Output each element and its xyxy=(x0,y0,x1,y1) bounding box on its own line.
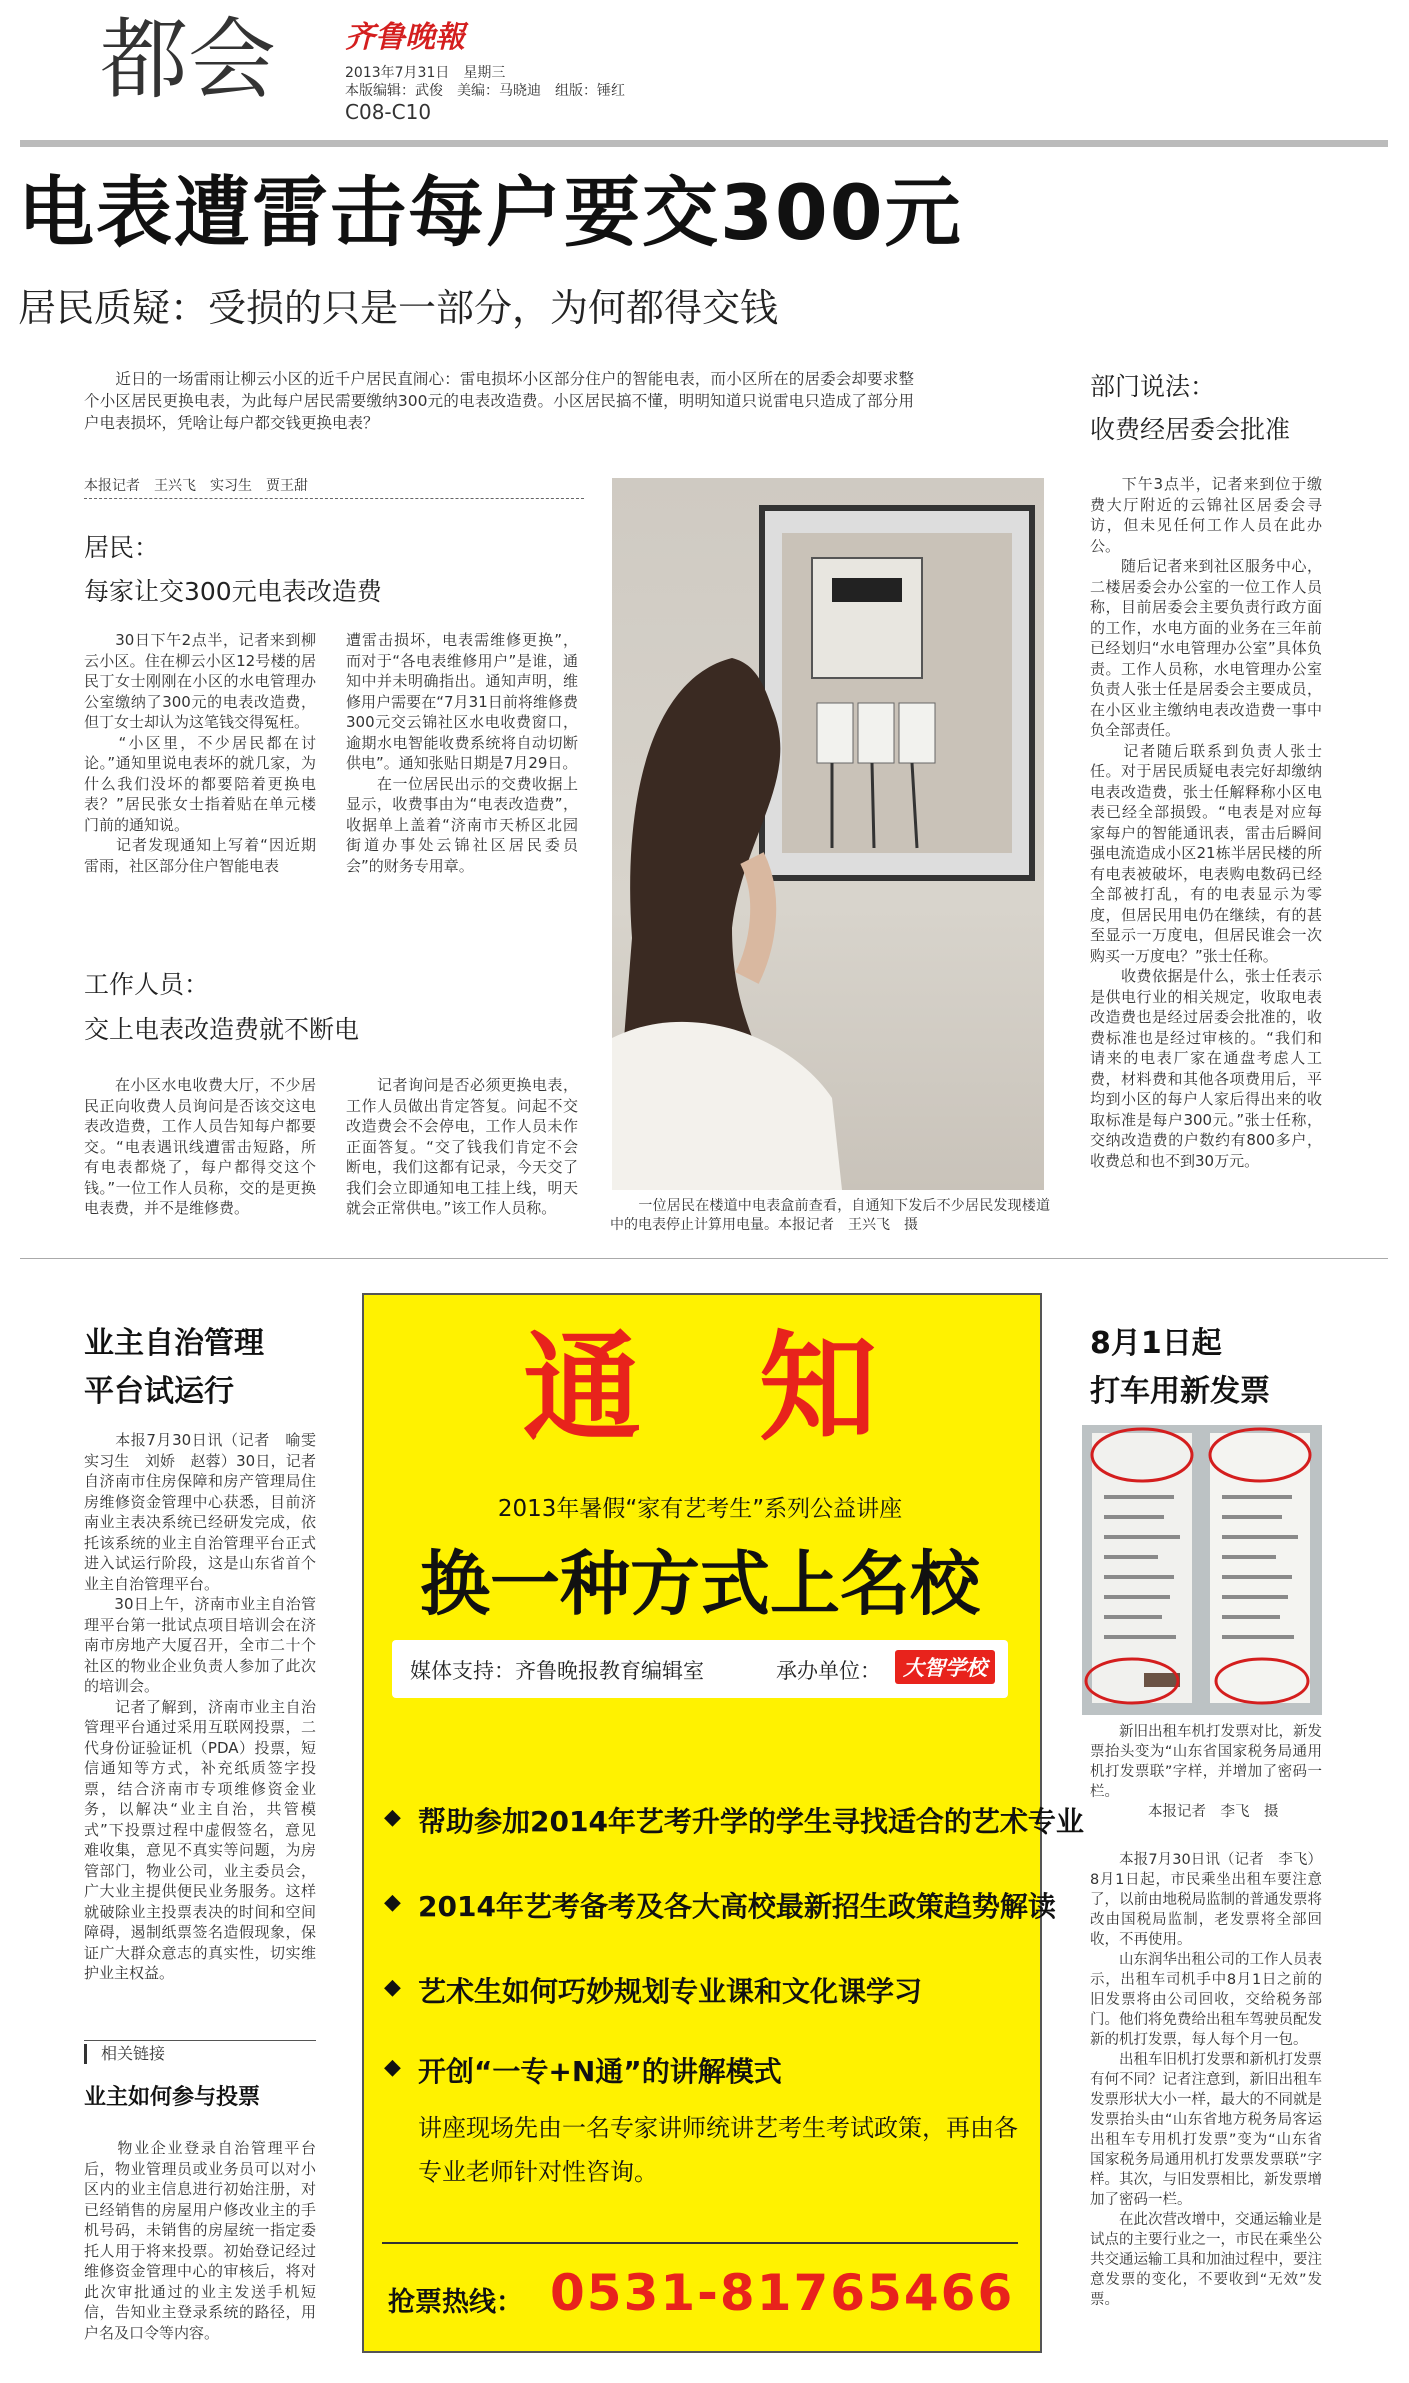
sec1-col2: 遭雷击损坏，电表需维修更换”，而对于“各电表维修用户”是谁，通知中并未明确指出。通知声明，维修用户需要在“7月31日前将维修费300元交云锦社区水电收费窗口，逾期水电智能收费系统将自动切断供电”。通知张贴日期是7月29日。 在一位居民出示的交费收据上显示，收费事由为“电表改造费”，收据单上盖着“济南市天桥区北园街道办事处云锦社区居民委员会”的财务专用章。 xyxy=(346,631,578,875)
taxi-text: 本报7月30日讯（记者 李飞）8月1日起，市民乘坐出租车要注意了，以前由地税局监制的普通发票将改由国税局监制，老发票将全部回收，不再使用。 山东润华出租公司的工作人员表示，出租车司机手中8月1日之前的旧发票将由公司回收，交给税务部门。他们将免费给出租车驾驶员配发新的机打发票，每人每个月一包。 出租车旧机打发票和新机打发票有何不同？记者注意到，新旧出租车发票形状大小一样，最大的不同就是发票抬头由“山东省地方税务局客运出租车专用机打发票”变为“山东省国家税务局通用机打发票发票联”字样。其次，与旧发票相比，新发票增加了密码一栏。 在此次营改增中，交通运输业是试点的主要行业之一，市民在乘坐公共交通运输工具和加油过程中，要注意发票的变化，不要收到“无效”发票。 xyxy=(1090,1852,1322,2308)
ad-hotline-label: 抢票热线： xyxy=(388,2287,523,2318)
ad-item-4: 开创“一专+N通”的讲解模式 xyxy=(418,2055,782,2088)
staff-line: 本版编辑：武俊 美编：马晓迪 组版：锤红 xyxy=(345,83,625,99)
lead-intro: 近日的一场雷雨让柳云小区的近千户居民直闹心：雷电损坏小区部分住户的智能电表，而小区所在的居委会却要求整个小区居民更换电表，为此每户居民需要缴纳300元的电表改造费。小区居民搞不懂，明明知道只说雷电只造成了部分用户电表损坏，凭啥让每户都交钱更换电表？ xyxy=(84,370,914,432)
ad-item-bullet-2: ◆ xyxy=(384,1890,401,1915)
taxi-caption: 新旧出租车机打发票对比，新发票抬头变为“山东省国家税务局通用机打发票联”字样，并增加了密码一栏。 本报记者 李飞 摄 xyxy=(1090,1724,1322,1820)
dept-text: 下午3点半，记者来到位于缴费大厅附近的云锦社区居委会寻访，但未见任何工作人员在此办公。 随后记者来到社区服务中心，二楼居委会办公室的一位工作人员称，目前居委会主要负责行政方面的工作，水电方面的业务在三年前已经划归“水电管理办公室”具体负责。工作人员称，水电管理办公室负责人张士任是居委会主要成员，在小区业主缴纳电表改造费一事中负全部责任。 记者随后联系到负责人张士任。对于居民质疑电表完好却缴纳电表改造费，张士任解释称小区电表已经全部损毁。“电表是对应每家每户的智能通讯表，雷击后瞬间强电流造成小区21栋半居民楼的所有电表被破坏，电表购电数码已经全部被打乱，有的电表显示为零度，但居民用电仍在继续，有的甚至显示一万度电，但居民谁会一次购买一万度电？”张士任称。 收费依据是什么，张士任表示是供电行业的相关规定，收取电表改造费也是经过居委会批准的，收费标准也是经过审核的。“我们和请来的电表厂家在通盘考虑人工费，材料费和其他各项费用后，平均到小区的每户人家后得出来的收取标准是每户300元。”张士任称，交纳改造费的户数约有800多户，收费总和也不到30万元。 xyxy=(1090,475,1322,1170)
ad-item-1: 帮助参加2014年艺考升学的学生寻找适合的艺术专业 xyxy=(418,1805,1084,1838)
ad-slogan: 换一种方式上名校 xyxy=(420,1542,980,1625)
sec2-col2: 记者询问是否必须更换电表，工作人员做出肯定答复。问起不交改造费会不会停电，工作人员未作正面答复。“交了钱我们肯定不会断电，我们这都有记录，今天交了我们会立即通知电工挂上线，明天就会正常供电。”该工作人员称。 xyxy=(346,1076,578,1217)
taxi-title-1: 8月1日起 xyxy=(1090,1326,1222,1361)
byline-rule xyxy=(84,498,584,500)
ad-item-2: 2014年艺考备考及各大高校最新招生政策趋势解读 xyxy=(418,1890,1056,1923)
ad-hotline-rule xyxy=(382,2242,1018,2244)
ad-desc: 讲座现场先由一名专家讲师统讲艺考生考试政策，再由各专业老师针对性咨询。 xyxy=(418,2114,1018,2186)
ad-item-bullet-3: ◆ xyxy=(384,1975,401,2000)
meter-photo xyxy=(612,478,1044,1190)
ad-item-bullet-1: ◆ xyxy=(384,1805,401,1830)
ad-item-3: 艺术生如何巧妙规划专业课和文化课学习 xyxy=(418,1975,923,2008)
ad-hotline-number: 0531-81765466 xyxy=(550,2264,1015,2322)
owners-text: 本报7月30日讯（记者 喻雯 实习生 刘娇 赵蓉）30日，记者自济南市住房保障和房产管理局住房维修资金管理中心获悉，目前济南业主表决系统已经研发完成，依托该系统的业主自治管理平台正式进入试运行阶段，这是山东省首个业主自治管理平台。 30日上午，济南市业主自治管理平台第一批试点项目培训会在济南市房地产大厦召开，全市二十个社区的物业企业负责人参加了此次的培训会。 记者了解到，济南市业主自治管理平台通过采用互联网投票，二代身份证验证机（PDA）投票，短信通知等方式，补充纸质签字投票，结合济南市专项维修资金业务，以解决“业主自治，共管模式”下投票过程中虚假签名，意见难收集，意见不真实等问题，为房管部门，物业公司，业主委员会，广大业主提供便民业务服务。这样就破除业主投票表决的时间和空间障碍，遏制纸票签名造假现象，保证广大群众意志的真实性，切实维护业主权益。 xyxy=(84,1431,316,1982)
taxi-title-2: 打车用新发票 xyxy=(1090,1374,1270,1409)
lead-headline: 电表遭雷击每户要交300元 xyxy=(18,168,963,257)
section-title: 都会 xyxy=(100,8,277,111)
related-text: 物业企业登录自治管理平台后，物业管理员或业务员可以对小区内的业主信息进行初始注册，对已经销售的房屋用户修改业主的手机号码，未销售的房屋统一指定委托人用于将来投票。初始登记经过维修资金管理中心的审核后，将对此次审批通过的业主发送手机短信，告知业主登录系统的路径，用户名及口令等内容。 xyxy=(84,2139,316,2342)
lead-bottom-rule xyxy=(20,1258,1388,1259)
related-title: 业主如何参与投票 xyxy=(84,2085,261,2110)
owners-title-2: 平台试运行 xyxy=(84,1374,234,1409)
sec1-title: 每家让交300元电表改造费 xyxy=(84,577,382,606)
dept-kicker: 部门说法： xyxy=(1090,372,1216,401)
ad-series: 2013年暑假“家有艺考生”系列公益讲座 xyxy=(497,1496,903,1522)
sec2-col1: 在小区水电收费大厅，不少居民正向收费人员询问是否该交这电表改造费，工作人员告知每户都要交。“电表遇讯线遭雷击短路，所有电表都烧了，每户都得交这个钱。”一位工作人员称，交的是更换电表费，并不是维修费。 xyxy=(84,1076,316,1217)
masthead-rule xyxy=(20,140,1388,147)
sec1-col1: 30日下午2点半，记者来到柳云小区。住在柳云小区12号楼的居民丁女士刚刚在小区的水电管理办公室缴纳了300元的电表改造费，但丁女士却认为这笔钱交得冤枉。 “小区里，不少居民都在讨论。”通知里说电表坏的就几家，为什么我们没坏的都要陪着更换电表？”居民张女士指着贴在单元楼门前的通知说。 记者发现通知上写着“因近期雷雨，社区部分住户智能电表 xyxy=(84,631,316,875)
owners-title-1: 业主自治管理 xyxy=(84,1326,264,1361)
ad-organizer-logo: 大智学校 xyxy=(895,1650,995,1684)
dept-title: 收费经居委会批准 xyxy=(1090,415,1291,444)
sec2-kicker: 工作人员： xyxy=(84,970,210,999)
photo-caption: 一位居民在楼道中电表盒前查看，自通知下发后不少居民发现楼道中的电表停止计算用电量。本报记者 王兴飞 摄 xyxy=(610,1198,1050,1233)
page-numbers: C08-C10 xyxy=(345,100,432,124)
lead-subhead: 居民质疑：受损的只是一部分，为何都得交钱 xyxy=(18,286,779,330)
byline: 本报记者 王兴飞 实习生 贾王甜 xyxy=(84,478,308,494)
ad-notice: 通 知 xyxy=(522,1318,877,1457)
sec2-title: 交上电表改造费就不断电 xyxy=(84,1015,360,1044)
sec1-kicker: 居民： xyxy=(84,533,160,562)
related-rule-top xyxy=(84,2040,316,2041)
ad-organizer-label: 承办单位： xyxy=(776,1659,881,1683)
ad-media-support: 媒体支持：齐鲁晚报教育编辑室 xyxy=(410,1659,704,1683)
date-line: 2013年7月31日 星期三 xyxy=(345,65,506,81)
paper-logo: 齐鲁晚報 xyxy=(345,20,465,55)
related-label: 相关链接 xyxy=(84,2044,165,2064)
receipt-photo xyxy=(1082,1425,1322,1715)
ad-item-bullet-4: ◆ xyxy=(384,2055,401,2080)
